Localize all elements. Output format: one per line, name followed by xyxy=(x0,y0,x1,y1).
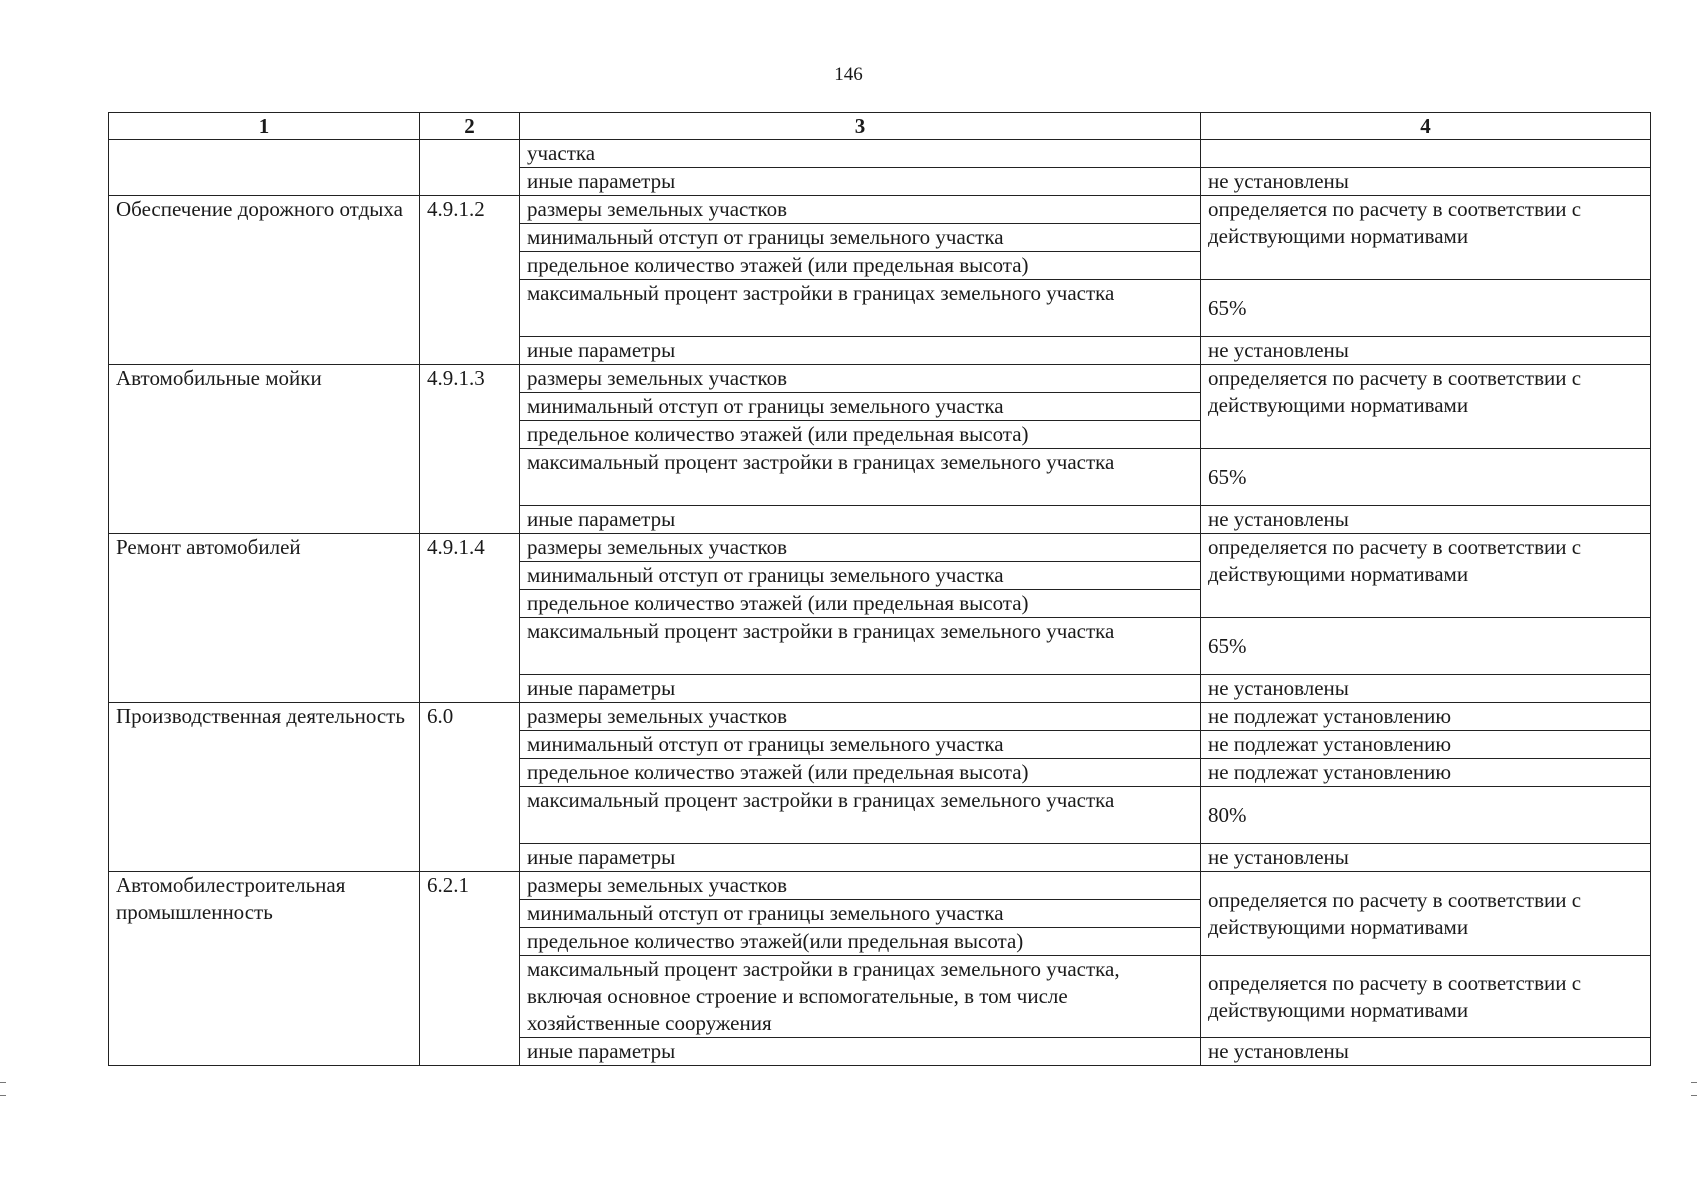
use-name-cell: Обеспечение дорожного отдыха xyxy=(109,196,420,365)
param-cell: предельное количество этажей (или предельная высота) xyxy=(520,421,1201,449)
scan-edge-mark-left xyxy=(0,1082,6,1096)
param-cell: иные параметры xyxy=(520,1038,1201,1066)
param-cell: предельное количество этажей (или предельная высота) xyxy=(520,759,1201,787)
param-cell: максимальный процент застройки в границах земельного участка xyxy=(520,787,1201,844)
param-cell: размеры земельных участков xyxy=(520,703,1201,731)
header-col-3: 3 xyxy=(520,113,1201,140)
use-code-cell: 4.9.1.3 xyxy=(420,365,520,534)
value-cell: определяется по расчету в соответствии с действующими нормативами xyxy=(1201,365,1651,449)
param-cell: предельное количество этажей(или предельная высота) xyxy=(520,928,1201,956)
use-code-cell xyxy=(420,140,520,196)
param-cell: иные параметры xyxy=(520,675,1201,703)
value-cell: 65% xyxy=(1201,280,1651,337)
param-cell: размеры земельных участков xyxy=(520,872,1201,900)
param-cell: предельное количество этажей (или предельная высота) xyxy=(520,590,1201,618)
param-cell: размеры земельных участков xyxy=(520,196,1201,224)
header-col-1: 1 xyxy=(109,113,420,140)
param-cell: минимальный отступ от границы земельного участка xyxy=(520,562,1201,590)
table-row xyxy=(109,703,1651,731)
table-row xyxy=(109,534,1651,562)
value-cell: 65% xyxy=(1201,449,1651,506)
param-cell: иные параметры xyxy=(520,337,1201,365)
param-cell: размеры земельных участков xyxy=(520,534,1201,562)
use-code-cell: 4.9.1.4 xyxy=(420,534,520,703)
param-cell: минимальный отступ от границы земельного участка xyxy=(520,900,1201,928)
value-cell: не установлены xyxy=(1201,506,1651,534)
param-cell: предельное количество этажей (или предельная высота) xyxy=(520,252,1201,280)
table-row xyxy=(109,140,1651,168)
value-cell: 80% xyxy=(1201,787,1651,844)
use-name-cell: Ремонт автомобилей xyxy=(109,534,420,703)
param-cell: участка xyxy=(520,140,1201,168)
use-name-cell xyxy=(109,140,420,196)
value-cell: не установлены xyxy=(1201,168,1651,196)
table-row xyxy=(109,365,1651,393)
value-cell: не установлены xyxy=(1201,844,1651,872)
use-code-cell: 6.0 xyxy=(420,703,520,872)
use-code-cell: 6.2.1 xyxy=(420,872,520,1066)
table-row xyxy=(109,872,1651,900)
value-cell: не подлежат установлению xyxy=(1201,731,1651,759)
header-col-2: 2 xyxy=(420,113,520,140)
param-cell: минимальный отступ от границы земельного участка xyxy=(520,393,1201,421)
value-cell xyxy=(1201,140,1651,168)
page-number: 146 xyxy=(834,64,863,85)
header-row xyxy=(109,113,1651,140)
header-col-4: 4 xyxy=(1201,113,1651,140)
value-cell: не установлены xyxy=(1201,337,1651,365)
param-cell: максимальный процент застройки в границах земельного участка xyxy=(520,449,1201,506)
param-cell: иные параметры xyxy=(520,168,1201,196)
scan-edge-mark-right xyxy=(1691,1082,1697,1096)
value-cell: определяется по расчету в соответствии с действующими нормативами xyxy=(1201,872,1651,956)
value-cell: определяется по расчету в соответствии с действующими нормативами xyxy=(1201,534,1651,618)
value-cell: 65% xyxy=(1201,618,1651,675)
use-name-cell: Автомобилестроительная промышленность xyxy=(109,872,420,1066)
use-name-cell: Автомобильные мойки xyxy=(109,365,420,534)
param-cell: иные параметры xyxy=(520,844,1201,872)
value-cell: не установлены xyxy=(1201,675,1651,703)
param-cell: максимальный процент застройки в границах земельного участка xyxy=(520,280,1201,337)
regulations-table xyxy=(108,112,1651,1066)
value-cell: не установлены xyxy=(1201,1038,1651,1066)
value-cell: определяется по расчету в соответствии с действующими нормативами xyxy=(1201,196,1651,280)
use-name-cell: Производственная деятельность xyxy=(109,703,420,872)
use-code-cell: 4.9.1.2 xyxy=(420,196,520,365)
param-cell: иные параметры xyxy=(520,506,1201,534)
value-cell: не подлежат установлению xyxy=(1201,759,1651,787)
table-row xyxy=(109,196,1651,224)
param-cell: размеры земельных участков xyxy=(520,365,1201,393)
value-cell: определяется по расчету в соответствии с действующими нормативами xyxy=(1201,956,1651,1038)
param-cell: минимальный отступ от границы земельного участка xyxy=(520,224,1201,252)
value-cell: не подлежат установлению xyxy=(1201,703,1651,731)
param-cell: максимальный процент застройки в границах земельного участка xyxy=(520,618,1201,675)
param-cell: минимальный отступ от границы земельного участка xyxy=(520,731,1201,759)
param-cell: максимальный процент застройки в границах земельного участка, включая основное строение и вспомогательные, в том числе хозяйственные сооружения xyxy=(520,956,1201,1038)
